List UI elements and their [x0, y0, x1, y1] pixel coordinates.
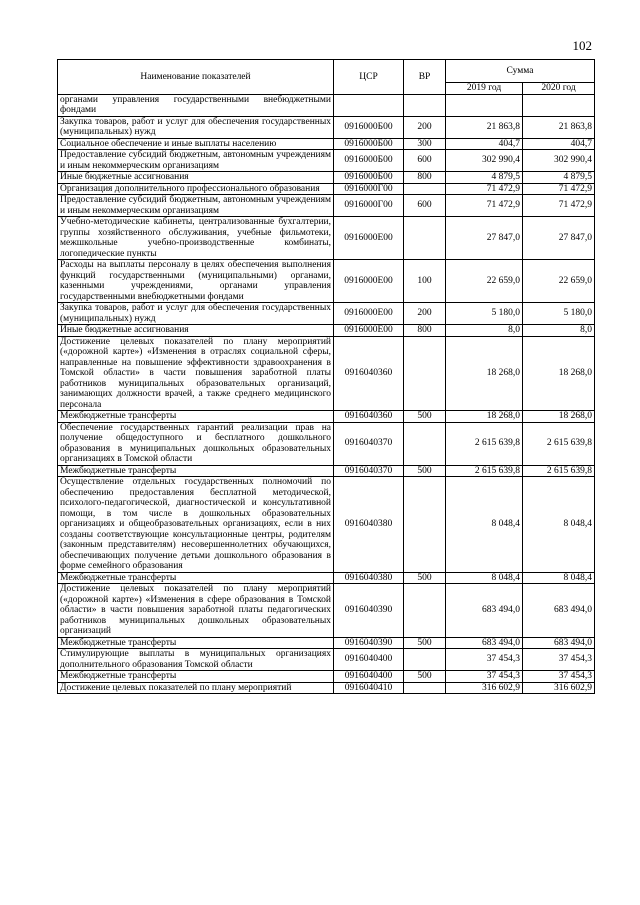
row-2019: 683 494,0 [446, 637, 523, 649]
table-row [58, 584, 595, 638]
row-2019: 404,7 [446, 138, 523, 150]
table-row [58, 195, 595, 217]
table-row [58, 572, 595, 584]
row-vr: 600 [404, 150, 446, 172]
header-csr: ЦСР [334, 60, 404, 95]
row-2020: 18 268,0 [523, 336, 595, 411]
row-2019 [446, 94, 523, 116]
table-row [58, 637, 595, 649]
table-row [58, 138, 595, 150]
row-csr: 0916000Е00 [334, 260, 404, 303]
row-2019: 18 268,0 [446, 336, 523, 411]
row-csr: 0916040410 [334, 682, 404, 694]
row-name: Достижение целевых показателей по плану мероприятий («дорожной карте») «Изменения в сфере образования в Томской области» в части повышения заработной платы педагогических работников муниципальных дошкольных образовательных организаций [58, 584, 334, 638]
row-vr [404, 422, 446, 465]
row-name: Предоставление субсидий бюджетным, автономным учреждениям и иным некоммерческим организациям [58, 195, 334, 217]
row-csr: 0916040390 [334, 637, 404, 649]
row-vr [404, 649, 446, 671]
row-csr: 0916040400 [334, 671, 404, 683]
row-2019: 2 615 639,8 [446, 465, 523, 477]
row-vr [404, 584, 446, 638]
table-row [58, 116, 595, 138]
header-name: Наименование показателей [58, 60, 334, 95]
row-csr: 0916040400 [334, 649, 404, 671]
table-row [58, 325, 595, 337]
row-name: Обеспечение государственных гарантий реализации прав на получение общедоступного и бесплатного дошкольного образования в муниципальных дошкольных образовательных организациях в Томской области [58, 422, 334, 465]
table-row [58, 411, 595, 423]
row-2019: 71 472,9 [446, 183, 523, 195]
row-vr: 300 [404, 138, 446, 150]
table-row [58, 465, 595, 477]
row-csr [334, 94, 404, 116]
row-2020: 21 863,8 [523, 116, 595, 138]
row-name: Стимулирующие выплаты в муниципальных организациях дополнительного образования Томской области [58, 649, 334, 671]
row-2020: 8 048,4 [523, 572, 595, 584]
row-vr [404, 94, 446, 116]
row-csr: 0916000Б00 [334, 138, 404, 150]
row-name: Достижение целевых показателей по плану мероприятий («дорожной карте») «Изменения в отраслях социальной сферы, направленные на повышение эффективности здравоохранения в Томской области» в части повышения заработной платы работников муниципальных образовательных организаций, занимающих должности врачей, а также среднего медицинского персонала [58, 336, 334, 411]
row-2020: 5 180,0 [523, 303, 595, 325]
row-vr: 500 [404, 572, 446, 584]
row-name: Межбюджетные трансферты [58, 465, 334, 477]
row-vr: 200 [404, 116, 446, 138]
row-vr: 600 [404, 195, 446, 217]
budget-table [57, 59, 595, 694]
row-csr: 0916000Б00 [334, 172, 404, 184]
row-name: Межбюджетные трансферты [58, 572, 334, 584]
row-vr [404, 183, 446, 195]
row-2020: 71 472,9 [523, 195, 595, 217]
row-name: Иные бюджетные ассигнования [58, 325, 334, 337]
row-2019: 2 615 639,8 [446, 422, 523, 465]
row-vr: 500 [404, 411, 446, 423]
row-name: Осуществление отдельных государственных полномочий по обеспечению предоставления бесплатной методической, психолого-педагогической, диагностической и консультативной помощи, в том числе в дошкольных образовательных организациях и общеобразовательных организациях, если в них созданы соответствующие консультационные центры, родителям (законным представителям) несовершеннолетних обучающихся, обеспечивающих получение детьми дошкольного образования в форме семейного образования [58, 477, 334, 573]
row-name: Расходы на выплаты персоналу в целях обеспечения выполнения функций государственными (муниципальными) органами, казенными учреждениями, органами управления государственными внебюджетными фондами [58, 260, 334, 303]
row-vr: 800 [404, 325, 446, 337]
row-name: Межбюджетные трансферты [58, 637, 334, 649]
row-name: Закупка товаров, работ и услуг для обеспечения государственных (муниципальных) нужд [58, 116, 334, 138]
row-2019: 8,0 [446, 325, 523, 337]
row-name: Межбюджетные трансферты [58, 411, 334, 423]
table-row [58, 303, 595, 325]
row-vr: 100 [404, 260, 446, 303]
row-2020: 302 990,4 [523, 150, 595, 172]
row-2020: 404,7 [523, 138, 595, 150]
header-2020: 2020 год [523, 83, 595, 95]
row-2019: 683 494,0 [446, 584, 523, 638]
row-2020: 8,0 [523, 325, 595, 337]
row-name: Закупка товаров, работ и услуг для обеспечения государственных (муниципальных) нужд [58, 303, 334, 325]
row-csr: 0916040370 [334, 465, 404, 477]
table-row [58, 183, 595, 195]
row-csr: 0916000Г00 [334, 183, 404, 195]
row-2020: 316 602,9 [523, 682, 595, 694]
row-vr [404, 477, 446, 573]
table-body [58, 94, 595, 694]
row-csr: 0916040370 [334, 422, 404, 465]
table-row [58, 671, 595, 683]
row-2020: 4 879,5 [523, 172, 595, 184]
row-csr: 0916040360 [334, 411, 404, 423]
table-row [58, 422, 595, 465]
row-name: Организация дополнительного профессионального образования [58, 183, 334, 195]
row-vr: 500 [404, 671, 446, 683]
row-2020: 2 615 639,8 [523, 465, 595, 477]
header-vr: ВР [404, 60, 446, 95]
header-sum: Сумма [446, 60, 595, 83]
page-number: 102 [572, 38, 592, 53]
row-csr: 0916000Г00 [334, 195, 404, 217]
row-name: Предоставление субсидий бюджетным, автономным учреждениям и иным некоммерческим организациям [58, 150, 334, 172]
table-row [58, 260, 595, 303]
table-row [58, 682, 595, 694]
row-name: Межбюджетные трансферты [58, 671, 334, 683]
row-csr: 0916000Е00 [334, 303, 404, 325]
row-csr: 0916000Е00 [334, 217, 404, 260]
row-2019: 8 048,4 [446, 572, 523, 584]
table-row [58, 649, 595, 671]
row-vr [404, 336, 446, 411]
table-row [58, 477, 595, 573]
row-name: Учебно-методические кабинеты, централизованные бухгалтерии, группы хозяйственного обслуживания, учебные фильмотеки, межшкольные учебно-производственные комбинаты, логопедические пункты [58, 217, 334, 260]
row-name: Достижение целевых показателей по плану мероприятий [58, 682, 334, 694]
row-2020: 37 454,3 [523, 649, 595, 671]
table-row [58, 94, 595, 116]
row-2019: 37 454,3 [446, 649, 523, 671]
row-vr: 200 [404, 303, 446, 325]
row-csr: 0916000Е00 [334, 325, 404, 337]
row-csr: 0916040380 [334, 572, 404, 584]
table-row [58, 172, 595, 184]
row-2020: 8 048,4 [523, 477, 595, 573]
row-csr: 0916040390 [334, 584, 404, 638]
row-2019: 21 863,8 [446, 116, 523, 138]
row-vr: 800 [404, 172, 446, 184]
row-csr: 0916000Б00 [334, 116, 404, 138]
row-name: Социальное обеспечение и иные выплаты населению [58, 138, 334, 150]
row-vr [404, 682, 446, 694]
row-2019: 4 879,5 [446, 172, 523, 184]
row-2020: 683 494,0 [523, 637, 595, 649]
row-2019: 27 847,0 [446, 217, 523, 260]
row-2020: 683 494,0 [523, 584, 595, 638]
row-2019: 5 180,0 [446, 303, 523, 325]
row-csr: 0916000Б00 [334, 150, 404, 172]
row-2019: 302 990,4 [446, 150, 523, 172]
row-vr: 500 [404, 637, 446, 649]
row-2020: 2 615 639,8 [523, 422, 595, 465]
row-2019: 316 602,9 [446, 682, 523, 694]
row-vr: 500 [404, 465, 446, 477]
table-row [58, 150, 595, 172]
row-csr: 0916040360 [334, 336, 404, 411]
row-2020: 18 268,0 [523, 411, 595, 423]
row-name: органами управления государственными внебюджетными фондами [58, 94, 334, 116]
row-name: Иные бюджетные ассигнования [58, 172, 334, 184]
row-2020 [523, 94, 595, 116]
table-row [58, 336, 595, 411]
header-2019: 2019 год [446, 83, 523, 95]
row-2020: 22 659,0 [523, 260, 595, 303]
row-vr [404, 217, 446, 260]
row-2019: 37 454,3 [446, 671, 523, 683]
row-2019: 22 659,0 [446, 260, 523, 303]
row-2020: 27 847,0 [523, 217, 595, 260]
row-2020: 71 472,9 [523, 183, 595, 195]
row-2019: 8 048,4 [446, 477, 523, 573]
row-2019: 18 268,0 [446, 411, 523, 423]
table-row [58, 217, 595, 260]
row-csr: 0916040380 [334, 477, 404, 573]
row-2019: 71 472,9 [446, 195, 523, 217]
row-2020: 37 454,3 [523, 671, 595, 683]
